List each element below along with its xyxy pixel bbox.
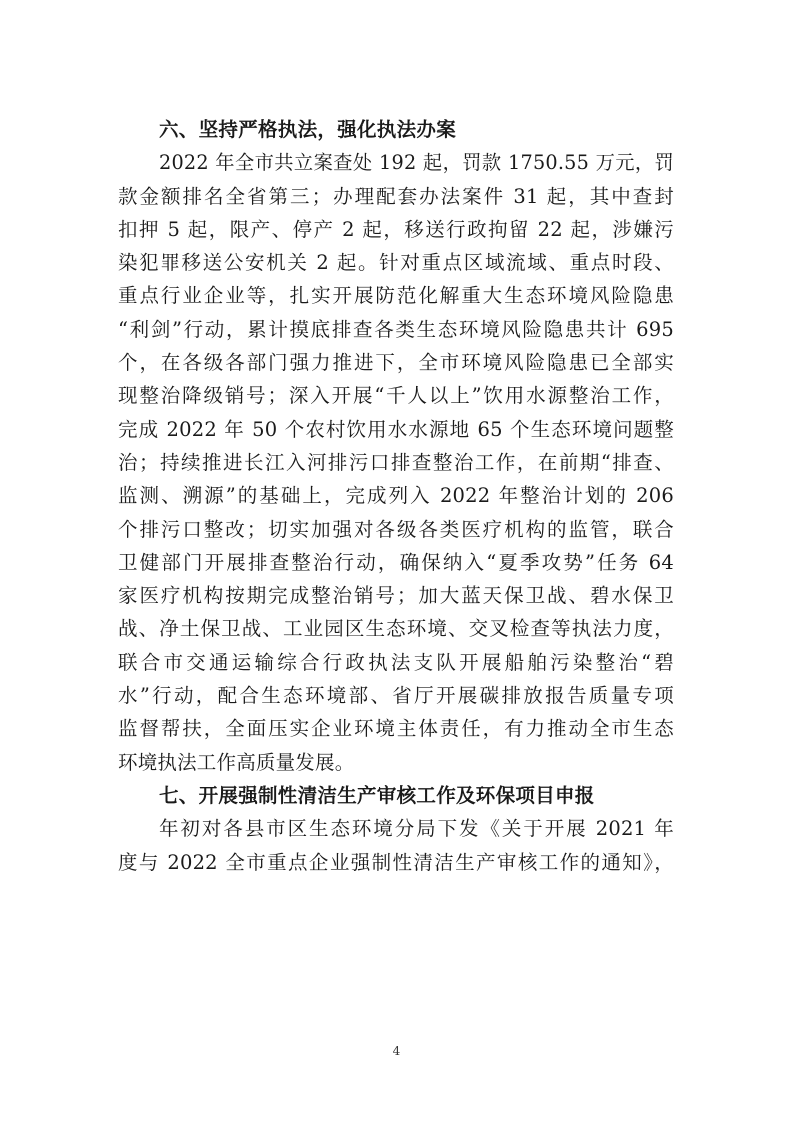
section-6-heading: 六、坚持严格执法，强化执法办案 <box>159 118 457 141</box>
paragraph-line: “利剑”行动，累计摸底排查各类生态环境风险隐患共计 695 <box>118 317 674 341</box>
section-7-heading: 七、开展强制性清洁生产审核工作及环保项目申报 <box>159 783 595 807</box>
paragraph-line: 监测、溯源”的基础上，完成列入 2022 年整治计划的 206 <box>118 484 674 508</box>
section-6-body <box>118 146 674 779</box>
paragraph-line: 现整治降级销号；深入开展“千人以上”饮用水源整治工作， <box>118 384 674 408</box>
paragraph-line: 联合市交通运输综合行政执法支队开展船舶污染整治“碧 <box>118 650 674 674</box>
paragraph-line: 度与 2022 全市重点企业强制性清洁生产审核工作的通知》， <box>118 850 674 874</box>
paragraph-line: 监督帮扶，全面压实企业环境主体责任，有力推动全市生态 <box>118 717 674 741</box>
section-7-body <box>118 812 674 879</box>
paragraph-line: 完成 2022 年 50 个农村饮用水水源地 65 个生态环境问题整 <box>118 417 674 441</box>
page-number: 4 <box>392 1044 401 1058</box>
paragraph-line: 水”行动，配合生态环境部、省厅开展碳排放报告质量专项 <box>118 684 674 708</box>
paragraph-line: 重点行业企业等，扎实开展防范化解重大生态环境风险隐患 <box>118 284 674 308</box>
paragraph-line: 款金额排名全省第三；办理配套办法案件 31 起，其中查封 <box>118 184 674 208</box>
paragraph-line: 卫健部门开展排查整治行动，确保纳入“夏季攻势”任务 64 <box>118 550 674 574</box>
paragraph-line: 扣押 5 起，限产、停产 2 起，移送行政拘留 22 起，涉嫌污 <box>118 217 674 241</box>
paragraph-line: 年初对各县市区生态环境分局下发《关于开展 2021 年 <box>159 817 674 841</box>
page-content <box>118 113 674 879</box>
paragraph-line: 2022 年全市共立案查处 192 起，罚款 1750.55 万元，罚 <box>159 151 674 175</box>
paragraph-line: 家医疗机构按期完成整治销号；加大蓝天保卫战、碧水保卫 <box>118 584 674 608</box>
paragraph-line: 个排污口整改；切实加强对各级各类医疗机构的监管，联合 <box>118 517 674 541</box>
paragraph-line: 环境执法工作高质量发展。 <box>118 750 355 774</box>
paragraph-line: 染犯罪移送公安机关 2 起。针对重点区域流域、重点时段、 <box>118 251 674 275</box>
paragraph-line: 个，在各级各部门强力推进下，全市环境风险隐患已全部实 <box>118 351 674 375</box>
paragraph-line: 战、净土保卫战、工业园区生态环境、交叉检查等执法力度， <box>118 617 674 641</box>
paragraph-line: 治；持续推进长江入河排污口排查整治工作，在前期“排查、 <box>118 450 674 474</box>
